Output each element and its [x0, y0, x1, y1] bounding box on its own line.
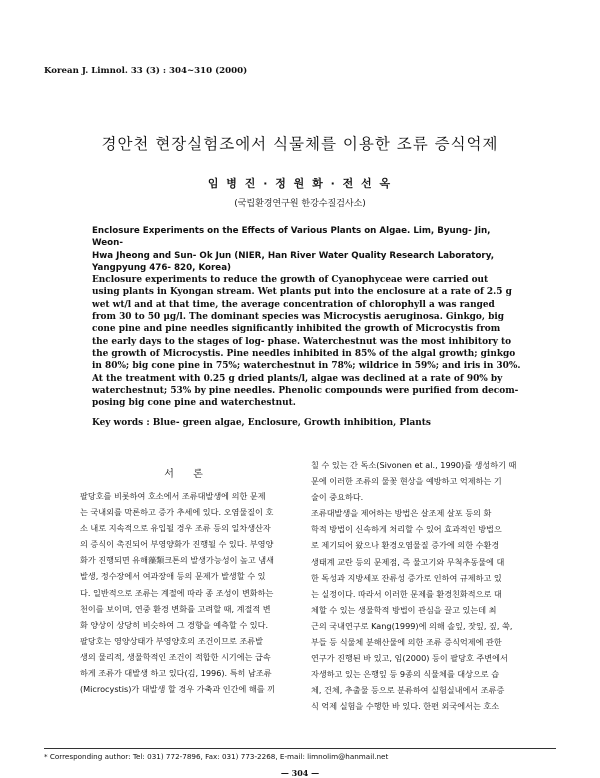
- english-title-line: Enclosure Experiments on the Effects of Various Plants on Algae. Lim, Byung- Jin, Weon-: [92, 226, 491, 249]
- body-line: 조류대발생을 제어하는 방법은 살조제 살포 등의 화: [311, 508, 492, 519]
- korean-authors: 임 병 진 · 정 원 화 · 전 선 옥: [207, 177, 393, 190]
- body-line: 의 증식이 촉진되어 부영양화가 진행될 수 있다. 부영양: [80, 539, 274, 550]
- journal-reference: Korean J. Limnol. 33 (3) : 304~310 (2000): [44, 66, 248, 76]
- abstract-line: the early days to the stages of log- phase. Waterchestnut was the most inhibitory to: [92, 336, 512, 347]
- body-line: 근의 국내연구로 Kang(1999)에 의해 솔잎, 잣잎, 짚, 쑥,: [311, 620, 513, 631]
- abstract-line: cone pine and pine needles significantly inhibited the growth of Microcystis from: [92, 324, 501, 335]
- abstract-line: wet wt/l and at that time, the average concentration of chlorophyll a was ranged: [92, 299, 495, 310]
- body-line: 부들 등 식물체 분해산물에 의한 조류 증식억제에 관한: [311, 637, 502, 648]
- body-column-left: [80, 488, 295, 697]
- korean-title: 경안천 현장실험조에서 식물체를 이용한 조류 증식억제: [101, 135, 499, 153]
- footnote: * Corresponding author: Tel: 031) 772-7896, Fax: 031) 773-2268, E-mail: limnolim@hanmail.net: [44, 752, 389, 761]
- english-title-block: [92, 225, 524, 274]
- body-line: 는 국내외를 막론하고 증가 추세에 있다. 오염물질이 호: [80, 507, 274, 518]
- english-title-line: Hwa Jheong and Sun- Ok Jun (NIER, Han River Water Quality Research Laboratory,: [92, 250, 494, 261]
- abstract-line: using plants in Kyongan stream. Wet plants put into the enclosure at a rate of 2.5 g: [92, 287, 512, 298]
- body-line: 자생하고 있는 은행잎 등 9종의 식물체를 대상으로 습: [311, 669, 500, 680]
- abstract-line: in 80%; big cone pine in 75%; waterchestnut in 78%; wildrice in 59%; and iris in 30%.: [92, 361, 521, 372]
- body-line: 술이 중요하다.: [311, 492, 364, 503]
- body-line: 칠 수 있는 간 독소(Sivonen et al., 1990)를 생성하기 때: [311, 460, 517, 470]
- body-line: 팔당호를 비롯하여 호소에서 조류대발생에 의한 문제: [80, 491, 266, 501]
- body-line: 화가 진행되면 유해藻類크톤의 발생가능성이 높고 냄새: [80, 555, 274, 566]
- body-line: 소 내로 지속적으로 유입될 경우 조류 등의 일차생산자: [80, 523, 271, 534]
- abstract-line: waterchestnut; 53% by pine needles. Phenolic compounds were purified from decom-: [92, 386, 519, 397]
- abstract-line: posing big cone pine and waterchestnut.: [92, 398, 296, 409]
- body-line: 식 억제 실험을 수행한 바 있다. 한편 외국에서는 호소: [311, 701, 500, 712]
- body-line: 는 실정이다. 따라서 이러한 문제를 환경친화적으로 대: [311, 588, 502, 599]
- body-column-right: [311, 457, 543, 715]
- page-number: — 304 —: [280, 768, 320, 778]
- body-line: 발생, 정수장에서 여과장애 등의 문제가 발생할 수 있: [80, 571, 266, 582]
- body-line: 로 제기되어 왔으나 환경오염물질 증가에 의한 수환경: [311, 540, 500, 551]
- abstract-line: Enclosure experiments to reduce the growth of Cyanophyceae were carried out: [92, 275, 489, 285]
- body-line: 생의 물리적, 생물학적인 조건이 적합한 시기에는 급속: [80, 651, 271, 662]
- body-line: 체할 수 있는 생물학적 방법이 관심을 끌고 있는데 최: [311, 604, 497, 615]
- body-line: 화 양상이 상당히 비슷하여 그 경향을 예측할 수 있다.: [80, 619, 269, 630]
- body-line: (Microcystis)가 대발생 할 경우 가축과 인간에 해를 끼: [80, 684, 276, 695]
- body-line: 체, 건체, 추출물 등으로 분류하여 실험실내에서 조류증: [311, 685, 505, 696]
- body-line: 팔당호는 영양상태가 부영양호의 조건이므로 조류발: [80, 635, 264, 646]
- footnote-divider: [44, 748, 556, 749]
- abstract-line: from 30 to 50 μg/l. The dominant species was Microcystis aeruginosa. Ginkgo, big: [92, 312, 504, 323]
- body-line: 연구가 진행된 바 있고, 임(2000) 등이 팔당호 주변에서: [311, 653, 508, 664]
- english-title-line: Yangpyung 476- 820, Korea): [92, 262, 232, 273]
- abstract-line: the growth of Microcystis. Pine needles inhibited in 85% of the algal growth; ginkgo: [92, 349, 516, 360]
- keywords: Key words : Blue- green algae, Enclosure, Growth inhibition, Plants: [92, 418, 431, 428]
- body-line: 하게 조류가 대발생 하고 있다(김, 1996). 특히 남조류: [80, 668, 272, 679]
- body-line: 학적 방법이 신속하게 처리할 수 있어 효과적인 방법으: [311, 524, 502, 535]
- abstract: [92, 274, 521, 410]
- abstract-line: At the treatment with 0.25 g dried plants/l, algae was declined at a rate of 90% by: [92, 373, 503, 384]
- body-line: 생태계 교란 등의 문제점, 즉 물고기와 무척추동물에 대: [311, 556, 505, 567]
- korean-affiliation: (국립환경연구원 한강수질검사소): [234, 199, 366, 209]
- body-line: 한 독성과 지방세포 잔류성 증가로 인하여 규제하고 있: [311, 572, 502, 583]
- body-line: 문에 이러한 조류의 물꽃 현상을 예방하고 억제하는 기: [311, 476, 502, 487]
- body-line: 다. 일반적으로 조류는 계절에 따라 종 조성이 변화하는: [80, 587, 274, 598]
- section-title-introduction: 서 론: [164, 469, 211, 480]
- body-line: 천이를 보이며, 연중 환경 변화를 고려할 때, 계절적 변: [80, 603, 271, 614]
